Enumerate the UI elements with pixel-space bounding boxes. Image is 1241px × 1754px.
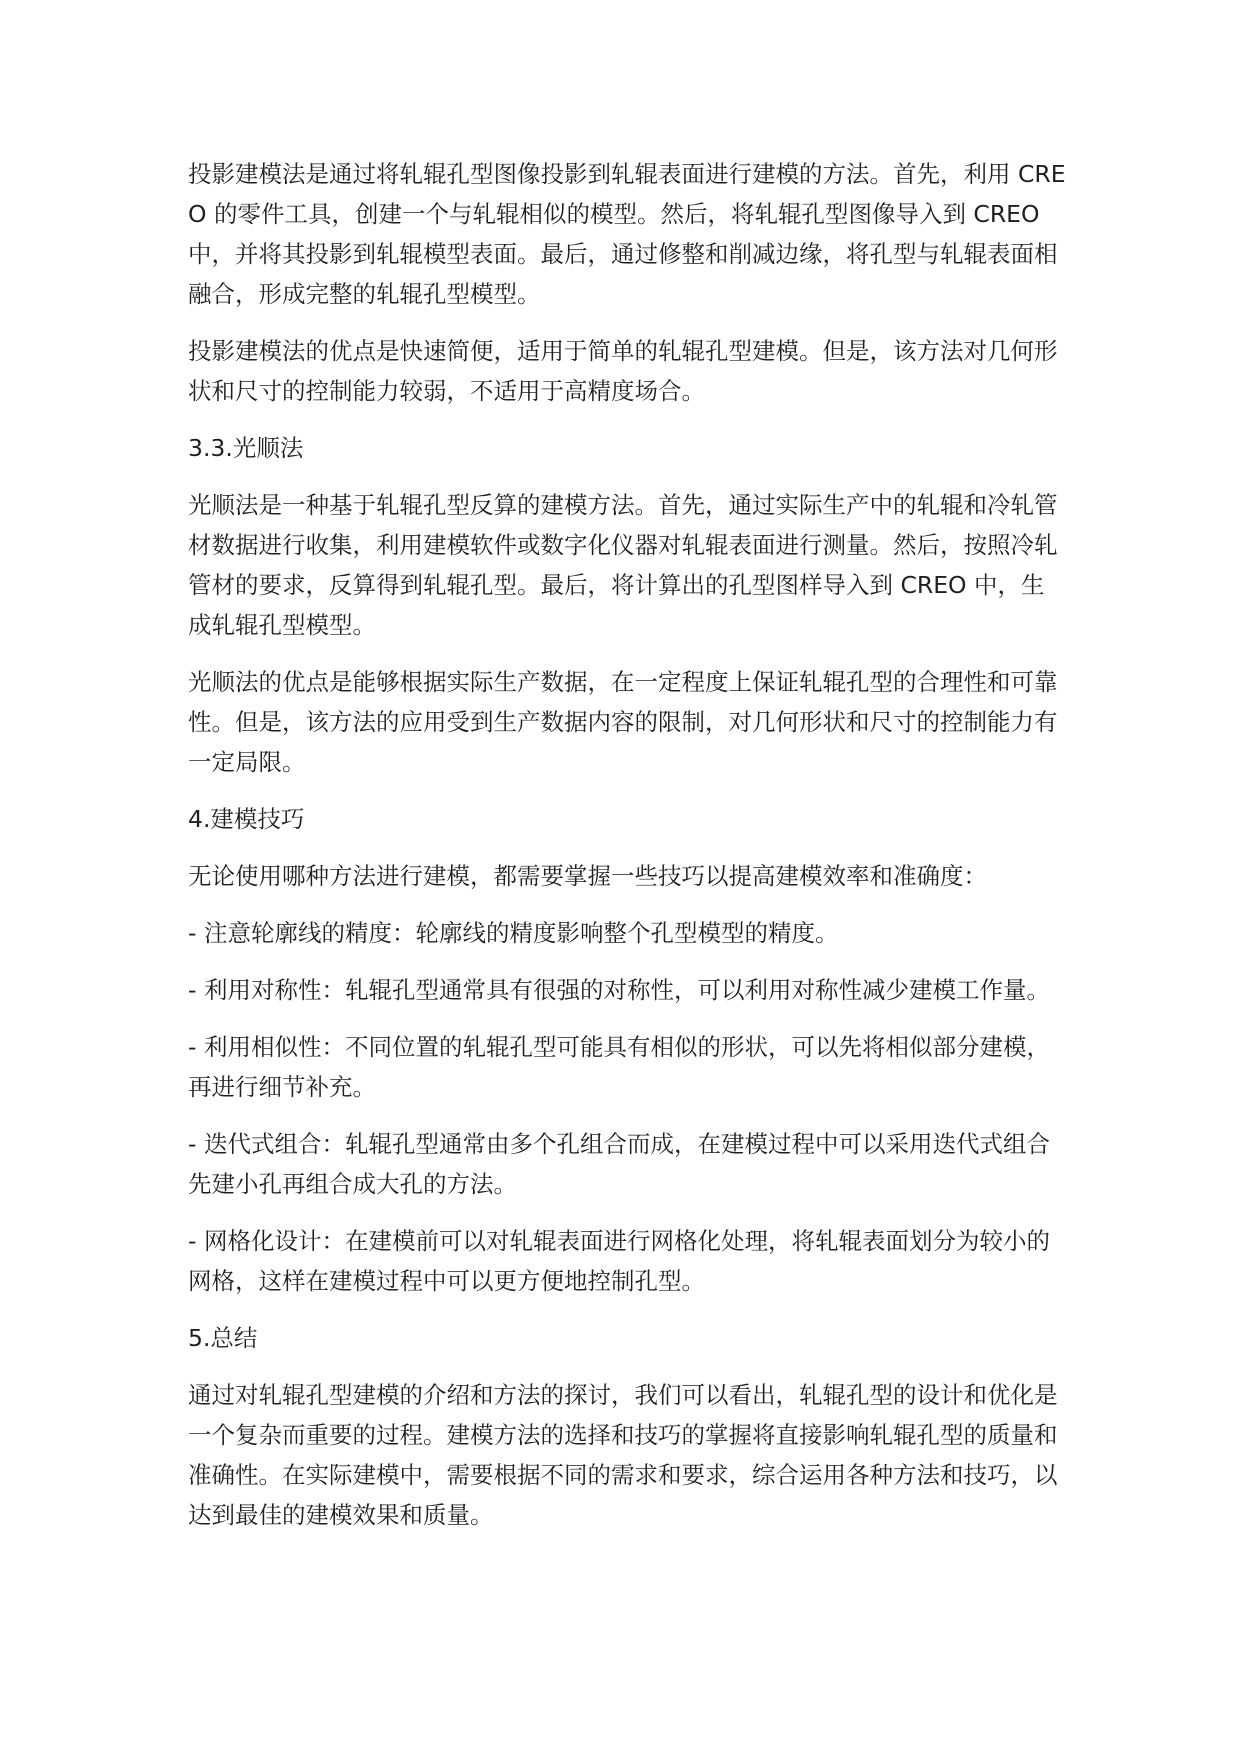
document-body bbox=[188, 154, 1068, 1552]
paragraph-summary: 通过对轧辊孔型建模的介绍和方法的探讨，我们可以看出，轧辊孔型的设计和优化是一个复杂而重要的过程。建模方法的选择和技巧的掌握将直接影响轧辊孔型的质量和准确性。在实际建模中，需要根据不同的需求和要求，综合运用各种方法和技巧，以达到最佳的建模效果和质量。 bbox=[188, 1381, 1058, 1529]
section-heading-3-3: 3.3.光顺法 bbox=[188, 434, 304, 462]
paragraph-projection-pros-cons: 投影建模法的优点是快速简便，适用于简单的轧辊孔型建模。但是，该方法对几何形状和尺寸的控制能力较弱，不适用于高精度场合。 bbox=[188, 337, 1058, 405]
list-item-similarity: - 利用相似性：不同位置的轧辊孔型可能具有相似的形状，可以先将相似部分建模，再进行细节补充。 bbox=[188, 1033, 1050, 1101]
paragraph-smoothing-method: 光顺法是一种基于轧辊孔型反算的建模方法。首先，通过实际生产中的轧辊和冷轧管材数据进行收集，利用建模软件或数字化仪器对轧辊表面进行测量。然后，按照冷轧管材的要求，反算得到轧辊孔型。最后，将计算出的孔型图样导入到 CREO 中，生成轧辊孔型模型。 bbox=[188, 491, 1058, 639]
section-heading-5: 5.总结 bbox=[188, 1324, 258, 1352]
paragraph-smoothing-pros-cons: 光顺法的优点是能够根据实际生产数据，在一定程度上保证轧辊孔型的合理性和可靠性。但是，该方法的应用受到生产数据内容的限制，对几何形状和尺寸的控制能力有一定局限。 bbox=[188, 668, 1058, 776]
list-item-contour-precision: - 注意轮廓线的精度：轮廓线的精度影响整个孔型模型的精度。 bbox=[188, 919, 839, 947]
paragraph-tips-intro: 无论使用哪种方法进行建模，都需要掌握一些技巧以提高建模效率和准确度： bbox=[188, 862, 987, 890]
section-heading-4: 4.建模技巧 bbox=[188, 805, 305, 833]
list-item-iterative: - 迭代式组合：轧辊孔型通常由多个孔组合而成，在建模过程中可以采用迭代式组合先建小孔再组合成大孔的方法。 bbox=[188, 1130, 1050, 1198]
paragraph-projection-method: 投影建模法是通过将轧辊孔型图像投影到轧辊表面进行建模的方法。首先，利用 CREO 的零件工具，创建一个与轧辊相似的模型。然后，将轧辊孔型图像导入到 CREO 中，并将其投影到轧辊模型表面。最后，通过修整和削减边缘，将孔型与轧辊表面相融合，形成完整的轧辊孔型模型。 bbox=[188, 160, 1066, 308]
list-item-meshing: - 网格化设计：在建模前可以对轧辊表面进行网格化处理，将轧辊表面划分为较小的网格，这样在建模过程中可以更方便地控制孔型。 bbox=[188, 1227, 1050, 1295]
list-item-symmetry: - 利用对称性：轧辊孔型通常具有很强的对称性，可以利用对称性减少建模工作量。 bbox=[188, 976, 1050, 1004]
